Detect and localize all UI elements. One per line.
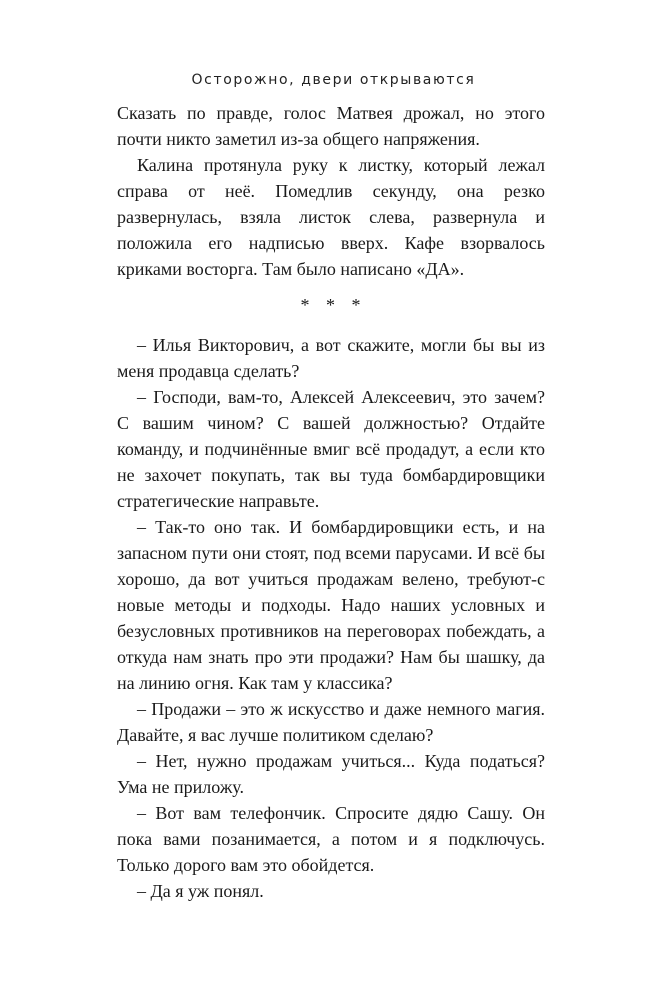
dialogue-line: – Вот вам телефончик. Спросите дядю Сашу. Он пока вами позанимается, а потом и я подключусь. Только дорого вам это обойдется.: [117, 803, 545, 875]
section-2: [117, 332, 545, 904]
dialogue-line: – Илья Викторович, а вот скажите, могли бы вы из меня продавца сделать?: [117, 335, 545, 381]
section-1: [117, 100, 545, 282]
paragraph: Калина протянула руку к листку, который лежал справа от неё. Помедлив секунду, она резко развернулась, взяла листок слева, развернула и положила его надписью вверх. Кафе взорвалось криками восторга. Там было написано «ДА».: [117, 155, 545, 279]
paragraph: Сказать по правде, голос Матвея дрожал, но этого почти никто заметил из-за общего напряжения.: [117, 103, 545, 149]
dialogue-line: – Нет, нужно продажам учиться... Куда податься? Ума не приложу.: [117, 751, 545, 797]
dialogue-line: – Продажи – это ж искусство и даже немного магия. Давайте, я вас лучше политиком сделаю?: [117, 699, 545, 745]
dialogue-line: – Господи, вам-то, Алексей Алексеевич, это зачем? С вашим чином? С вашей должностью? Отдайте команду, и подчинённые вмиг всё продадут, а если кто не захочет покупать, так вы туда бомбардировщики стратегические направьте.: [117, 387, 545, 511]
scene-separator: * * *: [300, 295, 367, 315]
dialogue-line: – Да я уж понял.: [137, 881, 264, 901]
dialogue-line: – Так-то оно так. И бомбардировщики есть, и на запасном пути они стоят, под всеми парусами. И всё бы хорошо, да вот учиться продажам велено, требуют-с новые методы и подходы. Надо наших условных и безусловных противников на переговорах побеждать, а откуда нам знать про эти продажи? Нам бы шашку, да на линию огня. Как там у классика?: [117, 517, 545, 693]
running-head: Осторожно, двери открываются: [191, 72, 476, 88]
